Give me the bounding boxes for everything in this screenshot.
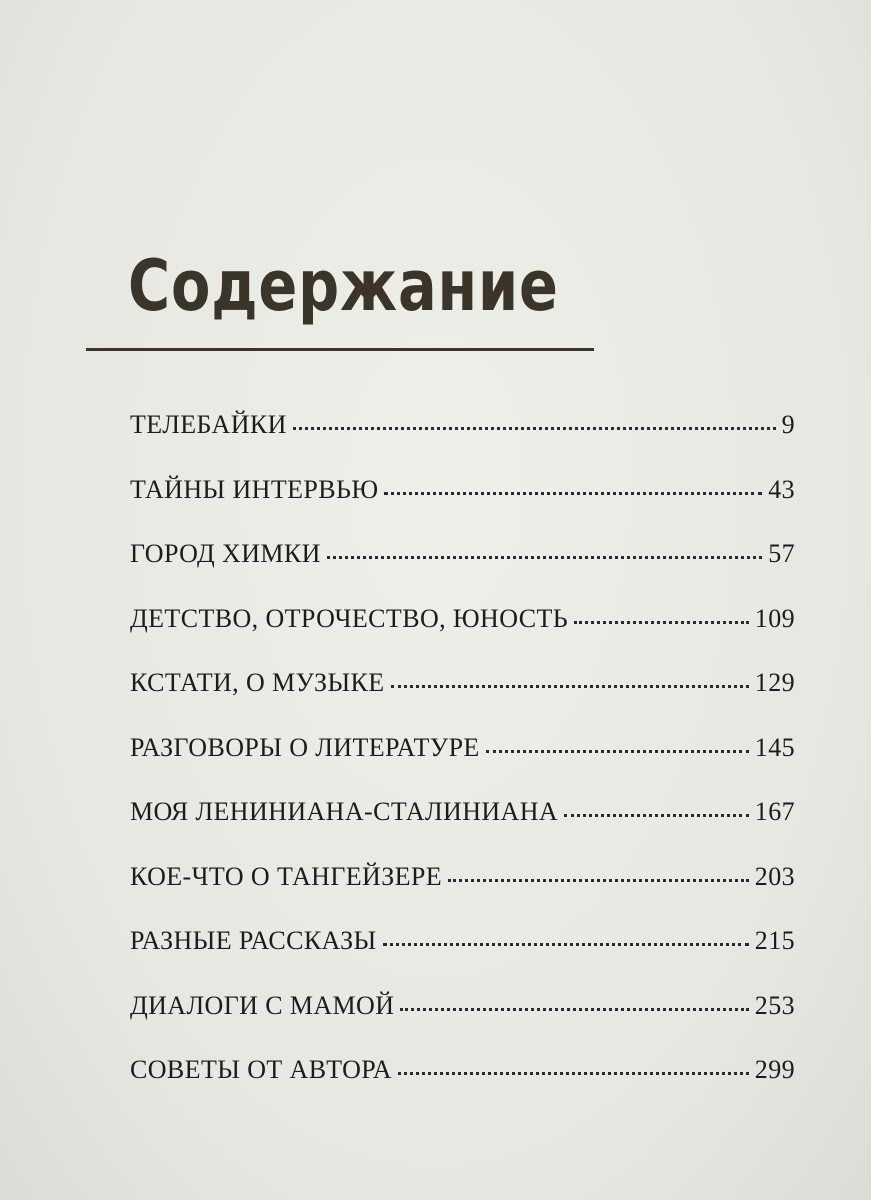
toc-leader-dots xyxy=(398,1072,749,1075)
toc-leader-dots xyxy=(486,750,749,753)
toc-entry xyxy=(130,733,795,798)
toc-entry-page: 109 xyxy=(754,603,795,633)
toc-entry-title: РАЗНЫЕ РАССКАЗЫ xyxy=(130,926,377,955)
toc-leader-dots xyxy=(383,943,749,946)
toc-entry-title: ТАЙНЫ ИНТЕРВЬЮ xyxy=(130,474,379,504)
title-underline xyxy=(86,348,594,351)
toc-entry xyxy=(130,410,795,475)
toc-entry xyxy=(130,1055,795,1120)
toc-leader-dots xyxy=(400,1008,748,1011)
toc-entry xyxy=(130,926,795,991)
toc-entry-title: ДЕТСТВО, ОТРОЧЕСТВО, ЮНОСТЬ xyxy=(130,603,569,633)
toc-entry-title: РАЗГОВОРЫ О ЛИТЕРАТУРЕ xyxy=(130,732,480,762)
toc-leader-dots xyxy=(327,556,762,559)
toc-entry-page: 253 xyxy=(754,990,795,1020)
table-of-contents xyxy=(130,410,795,1120)
toc-entry-page: 215 xyxy=(754,926,795,955)
toc-entry-title: ГОРОД ХИМКИ xyxy=(130,539,321,568)
toc-entry xyxy=(130,862,795,927)
toc-leader-dots xyxy=(391,685,749,688)
toc-entry-page: 9 xyxy=(781,410,795,439)
toc-entry-title: МОЯ ЛЕНИНИАНА-СТАЛИНИАНА xyxy=(130,797,559,826)
toc-entry-page: 167 xyxy=(754,797,795,826)
toc-leader-dots xyxy=(564,814,749,817)
toc-entry-page: 299 xyxy=(754,1055,795,1084)
toc-entry xyxy=(130,797,795,862)
toc-leader-dots xyxy=(384,492,762,495)
toc-entry-title: СОВЕТЫ ОТ АВТОРА xyxy=(130,1055,392,1084)
toc-entry-page: 203 xyxy=(754,861,795,891)
toc-entry xyxy=(130,604,795,669)
toc-entry xyxy=(130,991,795,1056)
toc-entry-title: КСТАТИ, О МУЗЫКЕ xyxy=(130,668,385,697)
toc-entry xyxy=(130,475,795,540)
page-title: Содержание xyxy=(128,245,559,327)
toc-entry-title: ДИАЛОГИ С МАМОЙ xyxy=(130,990,395,1020)
toc-entry-title: ТЕЛЕБАЙКИ xyxy=(130,410,287,439)
toc-entry xyxy=(130,668,795,733)
toc-leader-dots xyxy=(293,427,776,430)
toc-entry-page: 145 xyxy=(754,732,795,762)
toc-leader-dots xyxy=(448,879,749,882)
toc-entry-page: 57 xyxy=(768,539,795,568)
toc-leader-dots xyxy=(574,621,749,624)
toc-entry-page: 43 xyxy=(768,474,795,504)
toc-entry-title: КОЕ-ЧТО О ТАНГЕЙЗЕРЕ xyxy=(130,861,443,891)
toc-entry xyxy=(130,539,795,604)
toc-entry-page: 129 xyxy=(754,668,795,697)
